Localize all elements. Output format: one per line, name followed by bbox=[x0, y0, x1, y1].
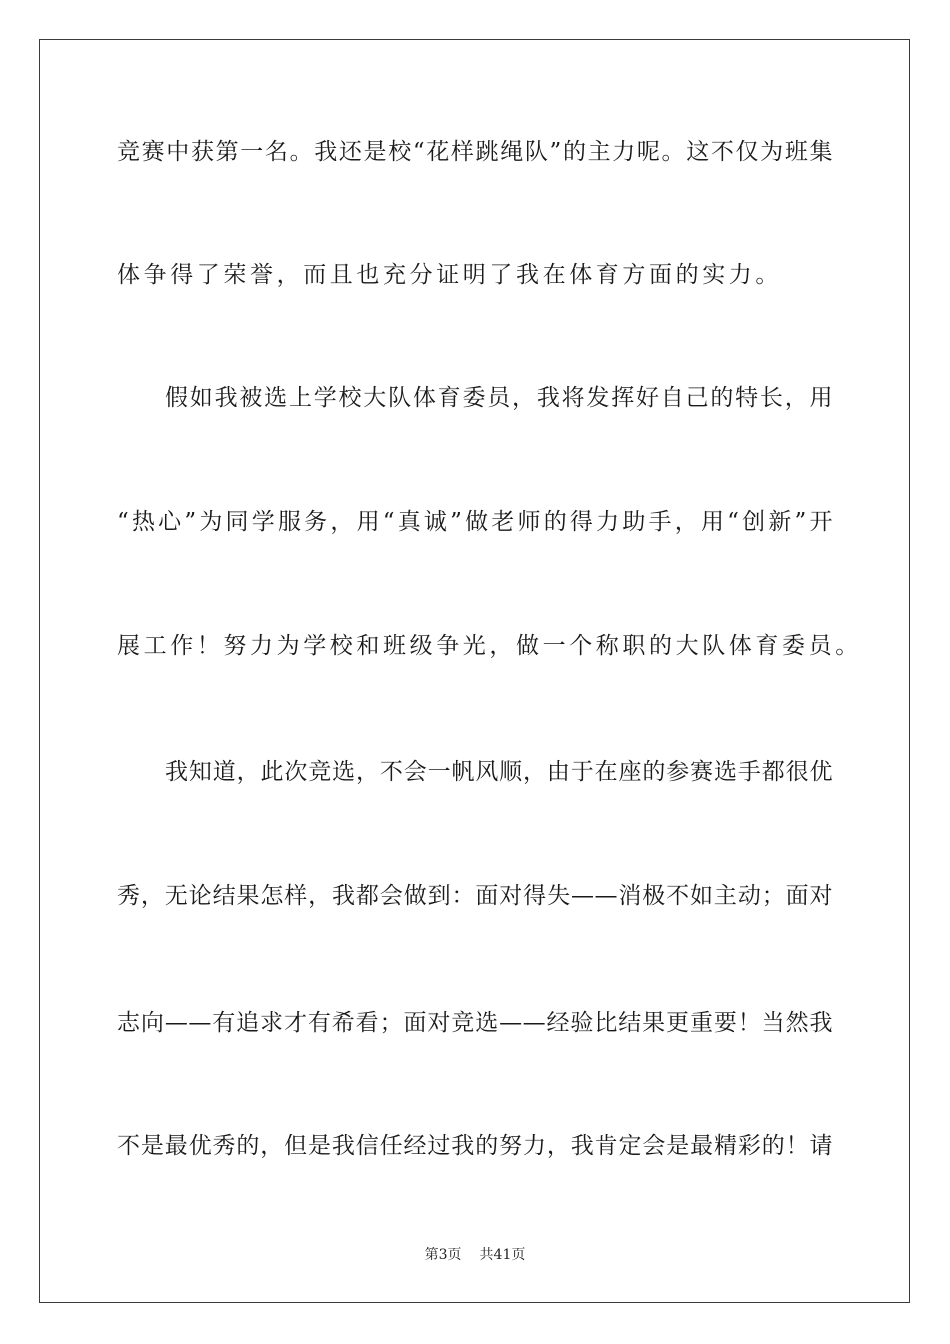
page-number: 第3页 bbox=[424, 1247, 462, 1263]
page-footer bbox=[0, 1246, 950, 1264]
paragraph-line-8: 志向——有追求才有希看；面对竞选——经验比结果更重要！当然我 bbox=[117, 1010, 833, 1036]
paragraph-line-2: 体争得了荣誉，而且也充分证明了我在体育方面的实力。 bbox=[117, 262, 782, 288]
paragraph-line-7: 秀，无论结果怎样，我都会做到：面对得失——消极不如主动；面对 bbox=[117, 883, 833, 909]
total-pages: 共41页 bbox=[479, 1247, 526, 1263]
paragraph-line-1: 竞赛中获第一名。我还是校“花样跳绳队”的主力呢。这不仅为班集 bbox=[117, 139, 833, 165]
paragraph-line-4: “热心”为同学服务，用“真诚”做老师的得力助手，用“创新”开 bbox=[117, 509, 833, 535]
paragraph-line-9: 不是最优秀的，但是我信任经过我的努力，我肯定会是最精彩的！请 bbox=[117, 1133, 833, 1159]
paragraph-line-3: 假如我被选上学校大队体育委员，我将发挥好自己的特长，用 bbox=[165, 385, 833, 411]
page-border bbox=[39, 39, 910, 1303]
paragraph-line-6: 我知道，此次竞选，不会一帆风顺，由于在座的参赛选手都很优 bbox=[165, 759, 833, 785]
paragraph-line-5: 展工作！努力为学校和班级争光，做一个称职的大队体育委员。 bbox=[117, 633, 862, 659]
